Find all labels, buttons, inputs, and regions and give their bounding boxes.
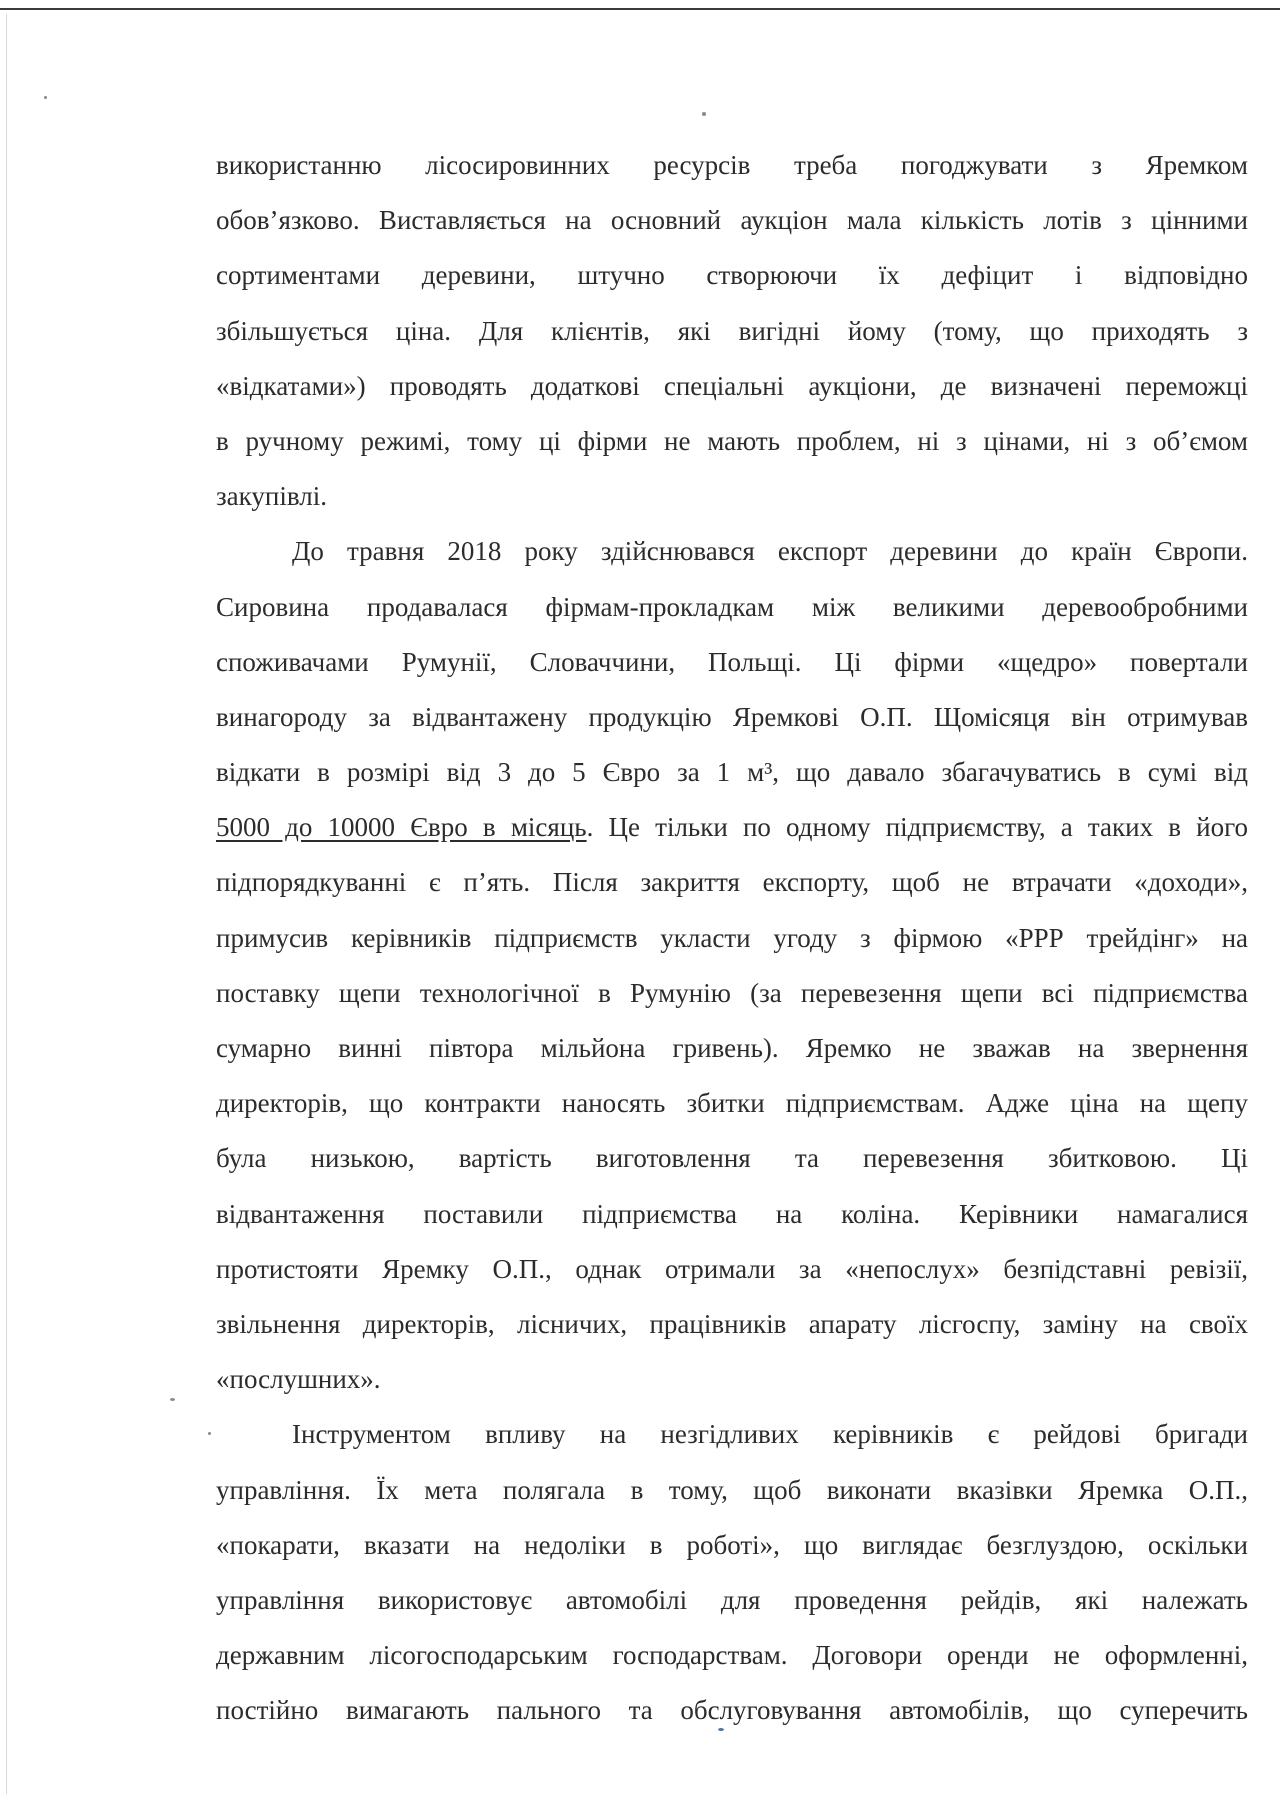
line-text: «покарати, вказати на недоліки в роботі», що виглядає безглуздою, оскільки bbox=[216, 1529, 1248, 1560]
line-text: «послушних». bbox=[216, 1364, 381, 1395]
text-line bbox=[216, 414, 1248, 469]
text-line bbox=[216, 1683, 1248, 1738]
text-line bbox=[216, 855, 1248, 910]
line-text: державним лісогосподарським господарствам. Договори оренди не оформленні, bbox=[216, 1640, 1248, 1671]
scan-speck bbox=[208, 1432, 211, 1435]
text-line bbox=[216, 1131, 1248, 1186]
text-line bbox=[216, 469, 1248, 524]
text-line bbox=[216, 1076, 1248, 1131]
line-text: споживачами Румунії, Словаччини, Польщі. Ці фірми «щедро» повертали bbox=[216, 646, 1248, 677]
line-text: . Це тільки по одному підприємству, а таких в його bbox=[586, 812, 1248, 843]
line-text: протистояти Яремку О.П., однак отримали за «непослух» безпідставні ревізії, bbox=[216, 1253, 1248, 1284]
text-line bbox=[216, 1297, 1248, 1352]
text-line bbox=[216, 1021, 1248, 1076]
line-text: обов’язково. Виставляється на основний аукціон мала кількість лотів з цінними bbox=[216, 205, 1248, 236]
text-line bbox=[216, 524, 1248, 579]
text-line bbox=[216, 580, 1248, 635]
line-text: винагороду за відвантажену продукцію Яремкові О.П. Щомісяця він отримував bbox=[216, 701, 1248, 732]
line-text: поставку щепи технологічної в Румунію (за перевезення щепи всі підприємства bbox=[216, 977, 1248, 1008]
line-text: Інструментом впливу на незгідливих керівників є рейдові бригади bbox=[292, 1419, 1248, 1450]
scan-speck bbox=[702, 112, 706, 116]
paragraph bbox=[216, 138, 1248, 524]
line-text: примусив керівників підприємств укласти угоду з фірмою «РРР трейдінг» на bbox=[216, 922, 1248, 953]
line-text: в ручному режимі, тому ці фірми не мають проблем, ні з цінами, ні з об’ємом bbox=[216, 425, 1248, 456]
text-line bbox=[216, 138, 1248, 193]
text-line bbox=[216, 1463, 1248, 1518]
line-text: була низькою, вартість виготовлення та перевезення збитковою. Ці bbox=[216, 1143, 1248, 1174]
line-text: відвантаження поставили підприємства на коліна. Керівники намагалися bbox=[216, 1198, 1248, 1229]
text-line bbox=[216, 1242, 1248, 1297]
text-line bbox=[216, 359, 1248, 414]
line-text: підпорядкуванні є п’ять. Після закриття експорту, щоб не втрачати «доходи», bbox=[216, 867, 1248, 898]
line-text: управління. Їх мета полягала в тому, щоб виконати вказівки Яремка О.П., bbox=[216, 1474, 1248, 1505]
text-line bbox=[216, 193, 1248, 248]
underlined-amount: 5000 до 10000 Євро в місяць bbox=[216, 812, 587, 843]
text-line bbox=[216, 635, 1248, 690]
paragraph bbox=[216, 1407, 1248, 1738]
text-line bbox=[216, 304, 1248, 359]
line-text: використанню лісосировинних ресурсів треба погоджувати з Яремком bbox=[216, 150, 1248, 180]
text-line bbox=[216, 1187, 1248, 1242]
line-text: сортиментами деревини, штучно створюючи їх дефіцит і відповідно bbox=[216, 260, 1248, 291]
scan-left-edge bbox=[6, 14, 7, 1794]
line-text: постійно вимагають пального та обслуговування автомобілів, що суперечить bbox=[216, 1695, 1248, 1726]
text-line bbox=[216, 911, 1248, 966]
text-line bbox=[216, 248, 1248, 303]
text-line bbox=[216, 1573, 1248, 1628]
text-line bbox=[216, 745, 1248, 800]
line-text: сумарно винні півтора мільйона гривень). Яремко не зважав на звернення bbox=[216, 1033, 1248, 1063]
scan-top-edge bbox=[0, 8, 1280, 10]
scan-speck bbox=[170, 1398, 175, 1401]
line-text: закупівлі. bbox=[216, 481, 327, 512]
text-line bbox=[216, 1628, 1248, 1683]
text-line bbox=[216, 1407, 1248, 1462]
line-text: звільнення директорів, лісничих, працівників апарату лісгоспу, заміну на своїх bbox=[216, 1308, 1248, 1339]
line-text: «відкатами») проводять додаткові спеціальні аукціони, де визначені переможці bbox=[216, 370, 1248, 401]
text-line bbox=[216, 966, 1248, 1021]
text-line bbox=[216, 1352, 1248, 1407]
text-line bbox=[216, 800, 1248, 855]
line-text: відкати в розмірі від 3 до 5 Євро за 1 м³, що давало збагачуватись в сумі від bbox=[216, 757, 1248, 788]
paragraph bbox=[216, 524, 1248, 1407]
line-text: управління використовує автомобілі для проведення рейдів, які належать bbox=[216, 1584, 1248, 1615]
document-body bbox=[216, 138, 1248, 1738]
text-line bbox=[216, 1518, 1248, 1573]
line-text: Сировина продавалася фірмам-прокладкам між великими деревообробними bbox=[216, 591, 1248, 622]
line-text: директорів, що контракти наносять збитки підприємствам. Адже ціна на щепу bbox=[216, 1088, 1248, 1119]
text-line bbox=[216, 690, 1248, 745]
scan-speck bbox=[44, 96, 47, 99]
line-text: збільшується ціна. Для клієнтів, які вигідні йому (тому, що приходять з bbox=[216, 315, 1248, 346]
line-text: До травня 2018 року здійснювався експорт деревини до країн Європи. bbox=[292, 536, 1248, 567]
